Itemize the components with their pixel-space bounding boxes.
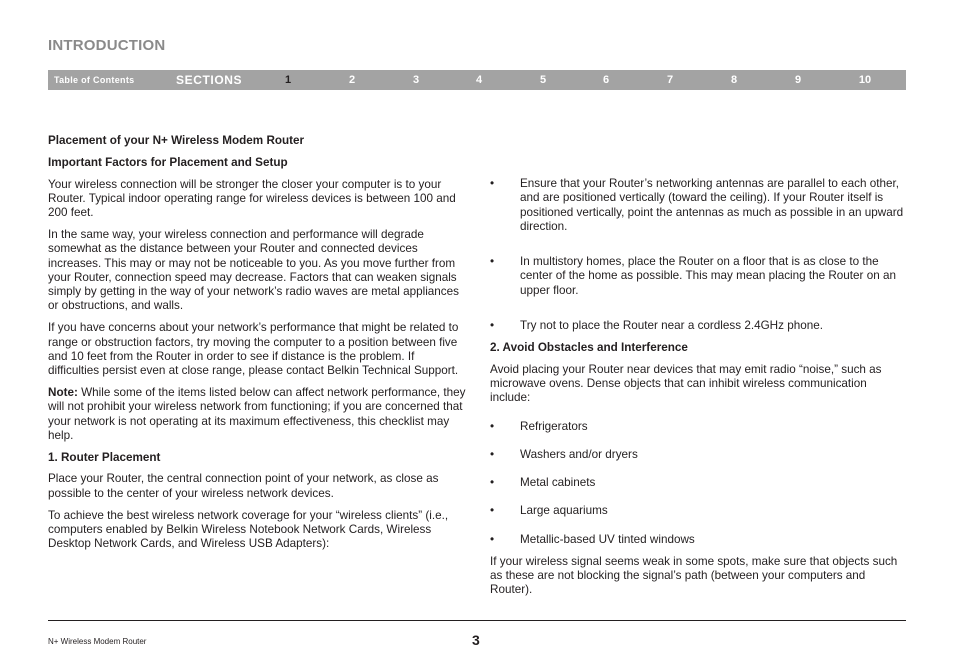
section-link-7[interactable]: 7 xyxy=(666,74,674,86)
page-heading: Placement of your N+ Wireless Modem Router xyxy=(48,134,305,147)
subheading: Important Factors for Placement and Setup xyxy=(48,155,288,169)
section-link-3[interactable]: 3 xyxy=(412,74,420,86)
bullet: • xyxy=(490,177,495,190)
section-link-1[interactable]: 1 xyxy=(284,74,292,86)
section-link-6[interactable]: 6 xyxy=(602,74,610,86)
paragraph: To achieve the best wireless network coverage for your “wireless clients” (i.e., computers enabled by Belkin Wireless Notebook Network Cards, Wireless Desktop Network Cards, and Wireless USB Adapters): xyxy=(48,508,449,551)
section-link-9[interactable]: 9 xyxy=(794,74,802,86)
page-section-title: INTRODUCTION xyxy=(48,37,166,54)
list-item: • In multistory homes, place the Router on a floor that is as close to the center of the home as possible. This may mean placing the Router on an upper floor. xyxy=(490,255,896,297)
section-link-4[interactable]: 4 xyxy=(475,74,483,86)
note-label: Note: xyxy=(48,385,78,399)
list-item: • Large aquariums xyxy=(490,504,608,518)
list-item: • Refrigerators xyxy=(490,419,588,433)
bullet: • xyxy=(490,319,495,333)
section-link-8[interactable]: 8 xyxy=(730,74,738,86)
left-column xyxy=(48,134,468,551)
bullet: • xyxy=(490,532,495,546)
paragraph: If you have concerns about your network’s performance that might be related to range or obstruction factors, try moving the computer to a position between five and 10 feet from the Router in order to see if distance is the problem. If difficulties persist even at close range, please contact Belkin Technical Support. xyxy=(48,321,459,378)
bullet: • xyxy=(490,419,495,433)
list-item: • Try not to place the Router near a cordless 2.4GHz phone. xyxy=(490,319,823,333)
list-item: • Metallic-based UV tinted windows xyxy=(490,532,695,546)
section-nav-bar xyxy=(48,70,906,90)
section-heading: 1. Router Placement xyxy=(48,450,161,464)
table-of-contents-link[interactable]: Table of Contents xyxy=(54,75,135,85)
section-link-10[interactable]: 10 xyxy=(858,74,872,86)
footer-divider xyxy=(48,620,906,621)
right-column xyxy=(490,177,910,597)
list-item: • Ensure that your Router’s networking antennas are parallel to each other, and are positioned vertically (toward the ceiling). If your Router itself is positioned vertically, point the antennas as much as possible in an upward direction. xyxy=(490,177,904,233)
page-number: 3 xyxy=(472,632,480,648)
section-link-2[interactable]: 2 xyxy=(348,74,356,86)
paragraph: If your wireless signal seems weak in some spots, make sure that objects such as these are not blocking the signal’s path (between your computers and Router). xyxy=(490,554,898,597)
list-item: • Washers and/or dryers xyxy=(490,447,638,461)
list-item: • Metal cabinets xyxy=(490,476,596,490)
footer-product-name: N+ Wireless Modem Router xyxy=(48,637,147,646)
bullet: • xyxy=(490,255,495,269)
note-paragraph xyxy=(48,386,468,443)
section-link-5[interactable]: 5 xyxy=(539,74,547,86)
paragraph: In the same way, your wireless connection and performance will degrade somewhat as the distance between your Router and connected devices increases. This may or may not be noticeable to you. As you move further from your Router, connection speed may decrease. Factors that can weaken signals simply by getting in the way of your network’s radio waves are metal appliances or obstructions, and walls. xyxy=(48,227,459,313)
note-text: While some of the items listed below can affect network performance, they will not prohibit your wireless network from functioning; if you are concerned that your network is not operating at its maximum effectiveness, this checklist may help. xyxy=(48,385,466,442)
sections-label: SECTIONS xyxy=(176,73,243,87)
bullet: • xyxy=(490,504,495,518)
paragraph: Place your Router, the central connection point of your network, as close as possible to the center of your wireless network devices. xyxy=(48,472,439,500)
paragraph: Avoid placing your Router near devices that may emit radio “noise,” such as microwave ovens. Dense objects that can inhibit wireless communication include: xyxy=(490,362,882,405)
bullet: • xyxy=(490,447,495,461)
paragraph: Your wireless connection will be stronger the closer your computer is to your Router. Typical indoor operating range for wireless devices is between 100 and 200 feet. xyxy=(48,177,456,220)
section-heading: 2. Avoid Obstacles and Interference xyxy=(490,340,688,354)
bullet: • xyxy=(490,476,495,490)
